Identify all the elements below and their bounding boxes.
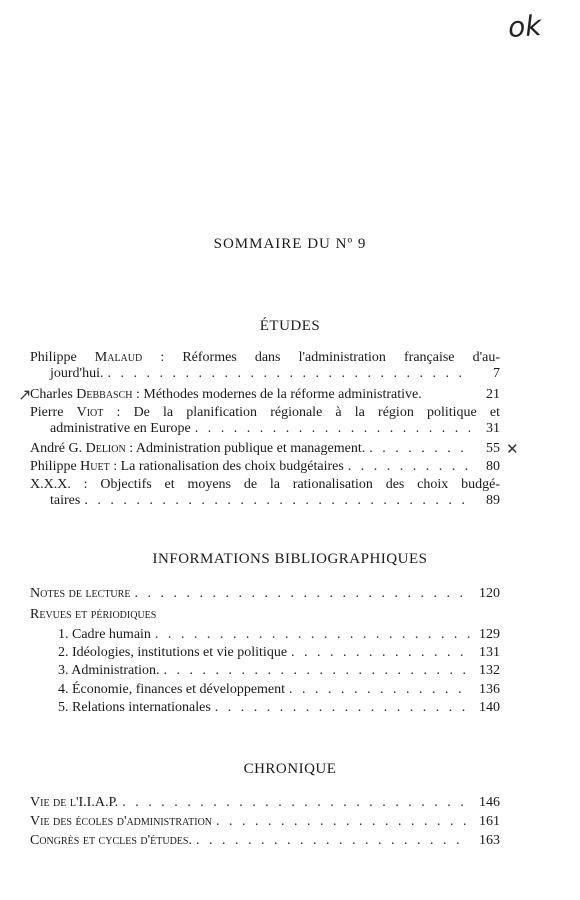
toc-entry[interactable]: Vie des écoles d'administration . . . 161 bbox=[30, 814, 500, 830]
toc-entry[interactable]: 3. Administration. . . . 132 bbox=[30, 663, 500, 679]
toc-entry[interactable]: X.X.X. : Objectifs et moyens de la rationalisation des choix budgé- taires . . . 89 bbox=[30, 477, 500, 509]
page-number: 55 bbox=[486, 441, 500, 456]
page-number: 161 bbox=[479, 814, 500, 829]
page-number: 31 bbox=[486, 421, 500, 436]
page-number: 120 bbox=[479, 586, 500, 601]
toc-entry-notes[interactable]: Notes de lecture . . . 120 bbox=[30, 586, 500, 602]
page-number: 7 bbox=[493, 366, 500, 381]
toc-entry[interactable]: Pierre Viot : De la planification régionale à la région politique et administrative en Europe . . . 31 bbox=[30, 405, 500, 437]
pencil-arrow-mark: ↗ bbox=[18, 385, 32, 404]
toc-entry[interactable] bbox=[30, 350, 500, 382]
page-number: 132 bbox=[479, 663, 500, 678]
page-number: 163 bbox=[479, 833, 500, 848]
pencil-cross-mark: ✕ bbox=[506, 440, 519, 458]
page-number: 80 bbox=[486, 459, 500, 474]
handwritten-note: ok bbox=[506, 8, 543, 45]
entry-line: Philippe Malaud : Réformes dans l'administration française d'au- bbox=[30, 350, 501, 365]
toc-entry[interactable]: 1. Cadre humain . . . 129 bbox=[30, 627, 500, 643]
page-number: 136 bbox=[479, 682, 500, 697]
toc-entry[interactable]: André G. Delion : Administration publique et management. . . . 55 bbox=[30, 441, 500, 457]
page-number: 129 bbox=[479, 627, 500, 642]
page-number: 89 bbox=[486, 493, 500, 508]
toc-entry[interactable]: 5. Relations internationales . . . 140 bbox=[30, 700, 500, 716]
toc-entry[interactable]: Charles Debbasch : Méthodes modernes de la réforme administrative. 21 bbox=[30, 387, 500, 402]
page-number: 131 bbox=[479, 645, 500, 660]
toc-entry[interactable]: 2. Idéologies, institutions et vie politique . . . 131 bbox=[30, 645, 500, 661]
page-number: 146 bbox=[479, 795, 500, 810]
toc-entry[interactable]: Vie de l'I.I.A.P. . . . 146 bbox=[30, 795, 500, 811]
section-title-etudes: ÉTUDES bbox=[259, 318, 321, 334]
section-title-chronique: CHRONIQUE bbox=[243, 761, 337, 777]
page-number: 21 bbox=[486, 387, 500, 402]
sommaire-title: SOMMAIRE DU Nº 9 bbox=[213, 236, 367, 252]
page-number: 140 bbox=[479, 700, 500, 715]
toc-entry[interactable]: 4. Économie, finances et développement . . . 136 bbox=[30, 682, 500, 698]
section-title-informations: INFORMATIONS BIBLIOGRAPHIQUES bbox=[152, 551, 428, 567]
toc-entry[interactable]: Philippe Huet : La rationalisation des choix budgétaires . . . 80 bbox=[30, 459, 500, 475]
toc-heading-revues: Revues et périodiques bbox=[30, 607, 157, 622]
entry-line-2: jourd'hui. . . . 7 bbox=[30, 366, 500, 382]
toc-entry[interactable]: Congrès et cycles d'études. . . . 163 bbox=[30, 833, 500, 849]
